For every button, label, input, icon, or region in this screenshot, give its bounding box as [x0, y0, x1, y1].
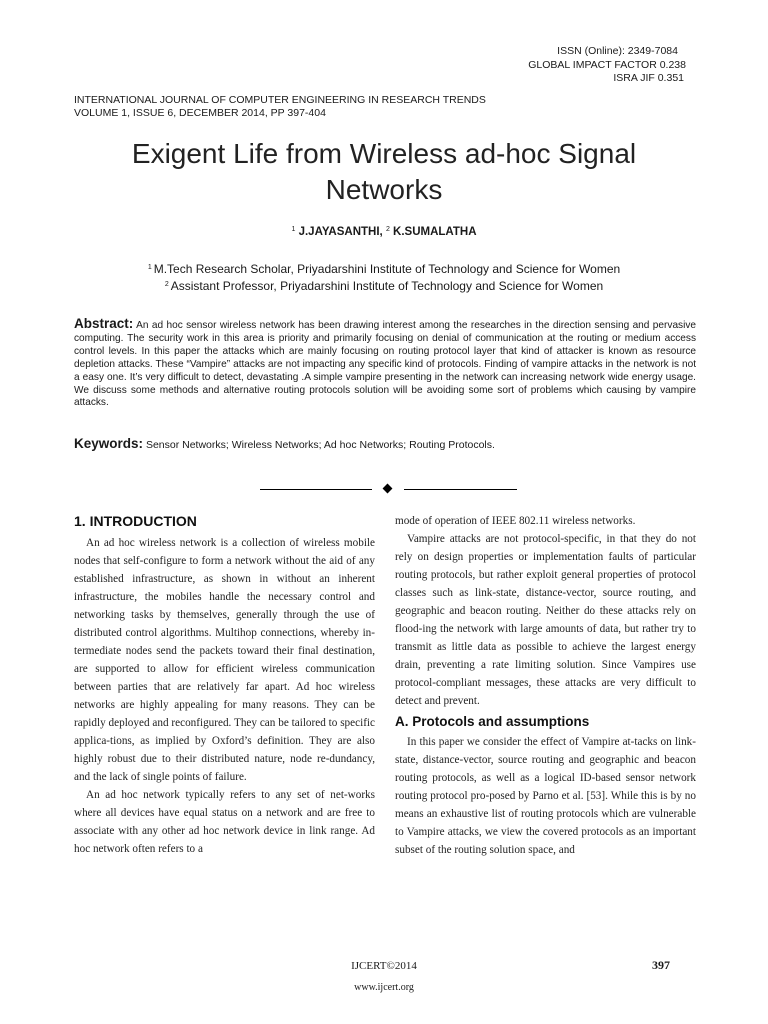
affiliation-text: Assistant Professor, Priyadarshini Institute of Technology and Science for Women: [170, 279, 604, 293]
footer-copyright: IJCERT©2014: [351, 960, 417, 972]
divider-diamond-icon: [383, 484, 393, 494]
author-name: K.SUMALATHA: [393, 226, 477, 238]
authors: [0, 226, 768, 238]
affiliation: [0, 262, 768, 276]
keywords-label: Keywords:: [74, 436, 144, 451]
journal-info: [74, 94, 708, 120]
impact-factor-line: GLOBAL IMPACT FACTOR 0.238: [528, 58, 686, 71]
keywords: [74, 436, 704, 451]
subsection-heading: A. Protocols and assumptions: [395, 714, 590, 729]
author-superscript: 2: [385, 226, 390, 233]
author-superscript: 1: [291, 226, 296, 233]
section-divider-left: [260, 489, 372, 490]
page-number: 397: [652, 958, 670, 972]
right-column: [395, 512, 696, 859]
abstract: [74, 318, 696, 410]
affiliation-superscript: 2: [164, 281, 169, 288]
isra-line: ISRA JIF 0.351: [613, 72, 684, 84]
section-heading-introduction: 1. INTRODUCTION: [74, 513, 197, 529]
affiliation-text: M.Tech Research Scholar, Priyadarshini Institute of Technology and Science for Women: [153, 262, 621, 276]
journal-metadata: [466, 45, 686, 86]
affiliation-superscript: 1: [147, 264, 152, 271]
keywords-text: Sensor Networks; Wireless Networks; Ad hoc Networks; Routing Protocols.: [145, 439, 495, 451]
paragraph: Vampire attacks are not protocol-specific, in that they do not rely on design properties or implementation faults of particular routing protocols, but rather exploit general properties of protocol classes such as link-state, distance-vector, source routing, and geographic and beacon routing. Neither do these attacks rely on flood-ing the network with large amounts of data, but rather try to transmit as little data as possible to achieve the largest energy drain, preventing a rate limiting solution. Since Vampires use protocol-compliant messages, these attacks are very difficult to detect and prevent.: [395, 533, 696, 707]
paragraph: mode of operation of IEEE 802.11 wireless networks.: [395, 515, 636, 527]
abstract-label: Abstract:: [74, 316, 134, 331]
issn-line: ISSN (Online): 2349-7084: [557, 45, 678, 57]
section-divider-right: [404, 489, 517, 490]
journal-volume: VOLUME 1, ISSUE 6, DECEMBER 2014, PP 397-404: [74, 107, 326, 119]
paragraph: In this paper we consider the effect of Vampire at-tacks on link-state, distance-vector, source routing and geographic and beacon routing protocols, as well as a logical ID-based sensor network routing protocol pro-posed by Parno et al. [53]. While this is by no means an exhaustive list of routing protocols which are vulnerable to Vampire attacks, we view the covered protocols as an important subset of the routing solution space, and: [395, 736, 696, 856]
journal-name: INTERNATIONAL JOURNAL OF COMPUTER ENGINEERING IN RESEARCH TRENDS: [74, 94, 486, 106]
paper-title: Exigent Life from Wireless ad-hoc Signal Networks: [131, 138, 637, 205]
author-name: J.JAYASANTHI,: [298, 226, 383, 238]
paragraph: An ad hoc wireless network is a collection of wireless mobile nodes that self-configure to form a network without the aid of any established infrastructure, as shown in without an inherent infrastructure, the mobiles handle the necessary control and networking tasks by themselves, generally through the use of distributed control algorithms. Multihop connections, whereby in-termediate nodes send the packets toward their final destination, are supported to allow for efficient wireless communication between parties that are relatively far apart. Ad hoc wireless networks are highly appealing for many reasons. They can be rapidly deployed and reconfigured. They can be tailored to specific applica-tions, as implied by Oxford’s definition. They are also highly robust due to their distributed nature, node re-dundancy, and the lack of single points of failure.: [74, 537, 375, 783]
left-column: [74, 512, 375, 858]
footer-website-link[interactable]: www.ijcert.org: [354, 982, 414, 993]
abstract-text: An ad hoc sensor wireless network has been drawing interest among the researches in the direction sensing and pervasive computing. The security work in this area is priority and primarily focusing on denial of communication at the routing or medium access control levels. In this paper the attacks which are mainly focusing on routing protocol layer that kind of attacker is known as resource depletion attacks. These “Vampire” attacks are not impacting any specific kind of protocols. Finding of vampire attacks in the network is not a easy one. It’s very difficult to detect, devastating .A simple vampire presenting in the network can increasing network wide energy usage. We discuss some methods and alternative routing protocols solution will be avoiding some sort of problems which causing by vampire attacks.: [74, 320, 697, 409]
paragraph: An ad hoc network typically refers to any set of net-works where all devices have equal status on a network and are free to associate with any other ad hoc network device in link range. Ad hoc network often refers to a: [74, 789, 375, 855]
affiliation: [0, 279, 768, 293]
